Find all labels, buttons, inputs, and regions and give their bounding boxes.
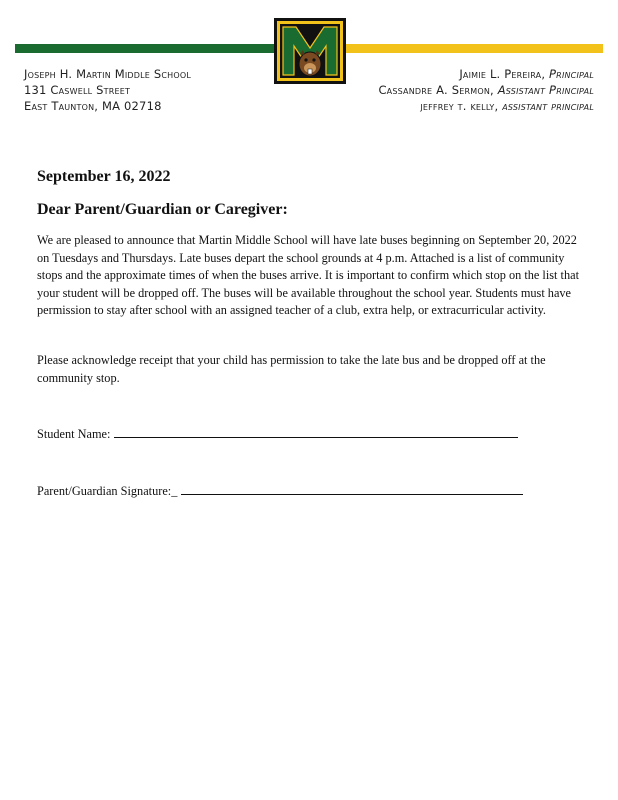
- header-green-bar: [15, 44, 277, 53]
- school-name: Joseph H. Martin Middle School: [24, 67, 192, 81]
- signature-label: Parent/Guardian Signature:_: [37, 484, 178, 498]
- staff-principal: Jaimie L. Pereira, Principal: [459, 67, 594, 81]
- letter-date: September 16, 2022: [37, 168, 171, 185]
- staff-assistant-principal-2: jeffrey t. kelly, assistant principal: [420, 99, 594, 113]
- letter-salutation: Dear Parent/Guardian or Caregiver:: [37, 201, 288, 218]
- header-gold-bar: [343, 44, 603, 53]
- staff-block: [378, 66, 594, 114]
- student-name-field: [37, 425, 518, 443]
- student-name-blank[interactable]: [114, 425, 518, 438]
- school-logo-icon: [274, 18, 346, 84]
- letter-paragraph-1: We are pleased to announce that Martin Middle School will have late buses beginning on September 20, 2022 on Tuesdays and Thursdays. Late buses depart the school grounds at 4 p.m. Attached is a list of community stops and the approximate times of when the buses arrive. It is important to confirm which stop on the list that your student will be dropped off. The buses will be available throughout the school year. Students must have permission to stay after school with an assigned teacher of a club, extra help, or extracurricular activity.: [37, 233, 579, 317]
- signature-field: [37, 482, 523, 500]
- student-name-label: Student Name:: [37, 427, 111, 441]
- staff-assistant-principal-1: Cassandre A. Sermon, Assistant Principal: [378, 83, 594, 97]
- school-address-block: [24, 66, 191, 114]
- letter-paragraph-2: Please acknowledge receipt that your child has permission to take the late bus and be dropped off at the community stop.: [37, 353, 546, 385]
- signature-blank[interactable]: [181, 482, 523, 495]
- city-state-zip: East Taunton, MA 02718: [24, 99, 162, 113]
- street-address: 131 Caswell Street: [24, 83, 131, 97]
